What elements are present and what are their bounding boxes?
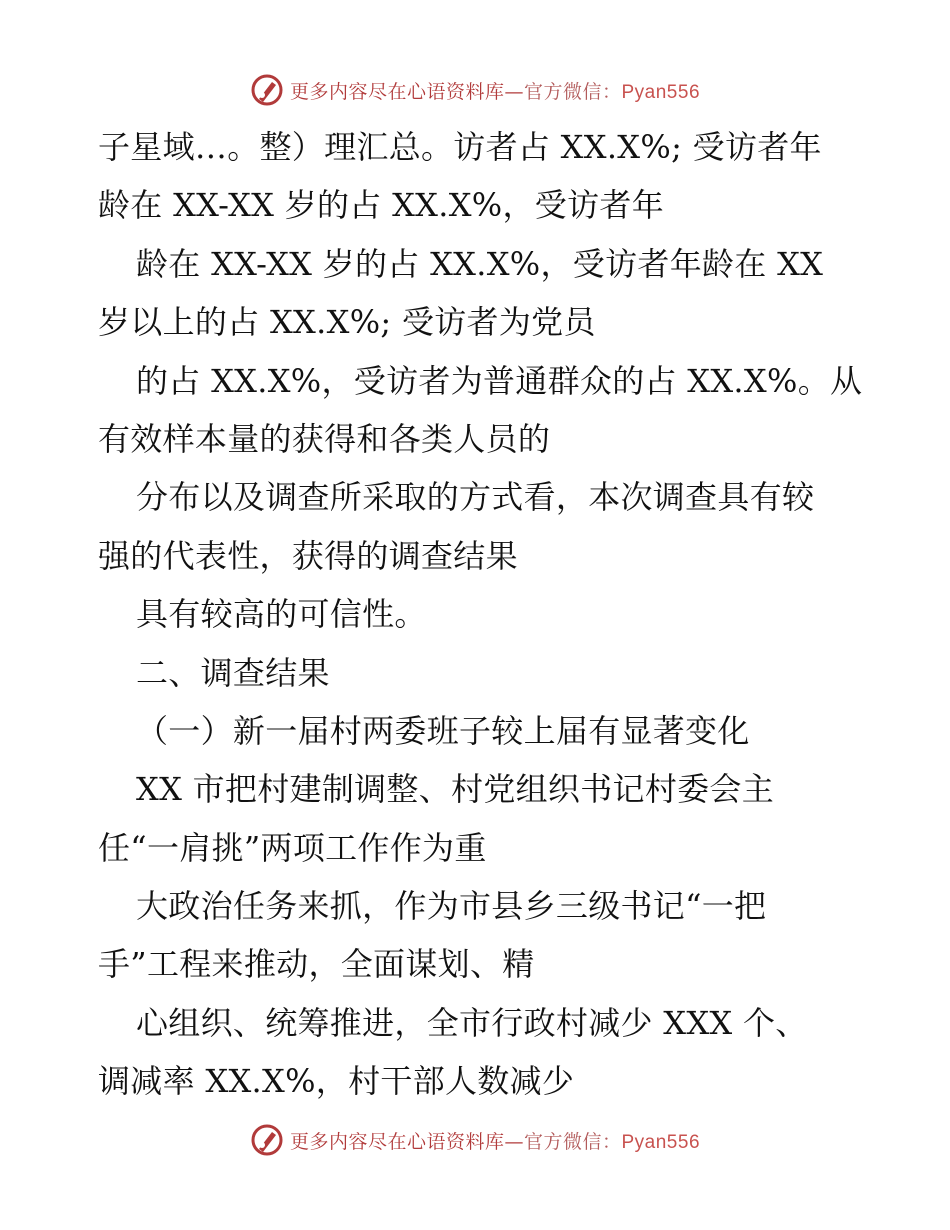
- text-line: 岁以上的占 XX.X%; 受访者为党员: [98, 303, 596, 342]
- footer-main-text: 更多内容尽在心语资料库: [289, 1130, 505, 1153]
- text-line: 手”工程来推动，全面谋划、精: [98, 945, 535, 984]
- text-line: 心组织、统筹推进，全市行政村减少 XXX 个、: [136, 1003, 808, 1042]
- footer-text: [290, 1127, 700, 1154]
- header-banner: [0, 70, 950, 110]
- subsection-heading: （一）新一届村两委班子较上届有显著变化: [136, 711, 750, 750]
- text-line: 强的代表性，获得的调查结果: [98, 536, 518, 575]
- text-line: 大政治任务来抓，作为市县乡三级书记“一把: [136, 887, 767, 926]
- header-text: [290, 77, 700, 104]
- footer-banner: [0, 1120, 950, 1160]
- text-line: XX 市把村建制调整、村党组织书记村委会主: [136, 770, 775, 809]
- section-heading: 二、调查结果: [136, 653, 330, 692]
- header-dash: —: [504, 80, 524, 103]
- text-line: 子星域…。整）理汇总。访者占 XX.X%; 受访者年: [98, 128, 822, 166]
- header-main-text: 更多内容尽在心语资料库: [289, 80, 505, 103]
- pen-circle-logo-icon: [250, 73, 284, 107]
- text-line: 调减率 XX.X%，村干部人数减少: [98, 1062, 575, 1101]
- text-line: 具有较高的可信性。: [136, 595, 427, 634]
- text-line: 龄在 XX-XX 岁的占 XX.X%，受访者年龄在 XX: [136, 244, 824, 283]
- text-line: 龄在 XX-XX 岁的占 XX.X%，受访者年: [98, 186, 664, 225]
- footer-wechat-label: 官方微信：: [523, 1130, 622, 1153]
- footer-dash: —: [504, 1130, 524, 1153]
- text-line: 任“一肩挑”两项工作作为重: [98, 828, 487, 867]
- header-wechat-label: 官方微信：: [523, 80, 622, 103]
- pen-circle-logo-icon: [250, 1123, 284, 1157]
- text-line: 的占 XX.X%，受访者为普通群众的占 XX.X%。从: [136, 361, 863, 400]
- text-line: 分布以及调查所采取的方式看，本次调查具有较: [136, 478, 815, 517]
- header-wechat-id: Pyan556: [621, 81, 701, 103]
- text-line: 有效样本量的获得和各类人员的: [98, 419, 551, 458]
- document-body: [98, 118, 878, 1111]
- footer-wechat-id: Pyan556: [621, 1131, 701, 1153]
